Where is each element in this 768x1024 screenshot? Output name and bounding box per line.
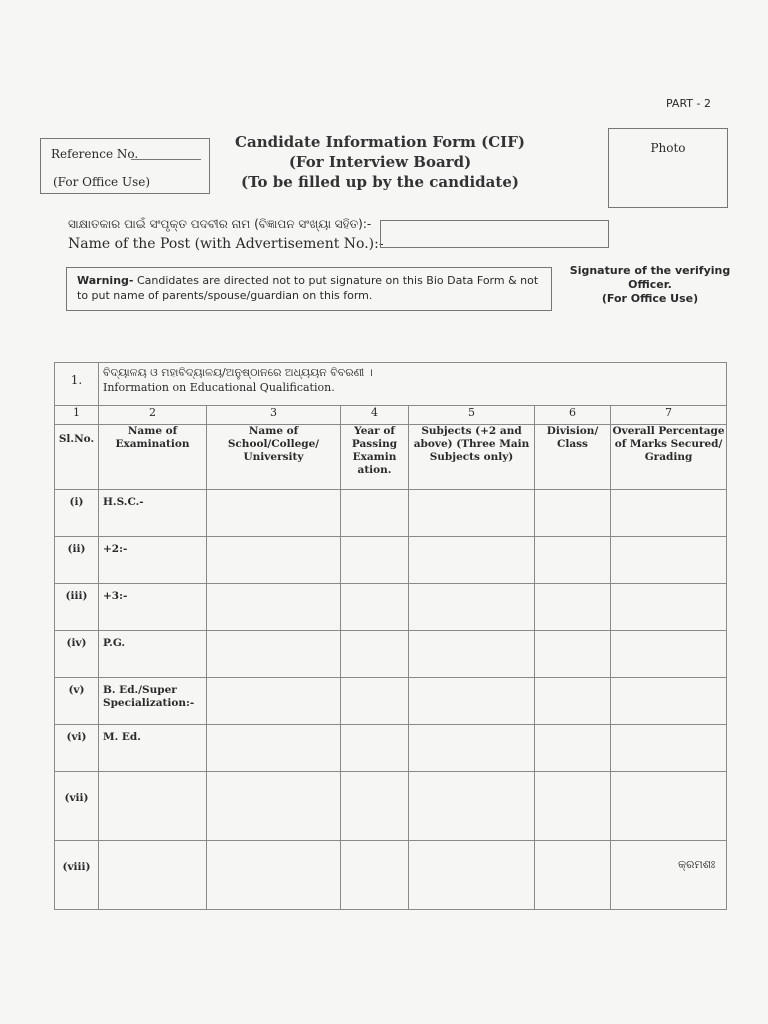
division-cell[interactable] — [535, 584, 611, 631]
school-cell[interactable] — [207, 584, 341, 631]
row-serial: (iii) — [55, 584, 99, 631]
column-header: Division/ Class — [535, 425, 611, 490]
subjects-cell[interactable] — [409, 537, 535, 584]
year-cell[interactable] — [341, 631, 409, 678]
continued-mark: କ୍ରମଶଃ — [678, 858, 716, 871]
section-heading-odia: ବିଦ୍ୟାଳୟ ଓ ମହାବିଦ୍ୟାଳୟ/ଅନୁଷ୍ଠାନରେ ଅଧ୍ୟୟନ ବିବରଣୀ । — [103, 366, 373, 379]
column-header: Year of Passing Examin ation. — [341, 425, 409, 490]
subjects-cell[interactable] — [409, 631, 535, 678]
part-label: PART - 2 — [666, 97, 711, 110]
percentage-cell[interactable] — [611, 841, 727, 910]
row-exam[interactable] — [99, 772, 207, 841]
photo-box[interactable] — [608, 128, 728, 208]
post-label-odia: ସାକ୍ଷାତକାର ପାଇଁ ସଂପୃକ୍ତ ପଦବୀର ନାମ (ବିଜ୍ଞାପନ ସଂଖ୍ୟା ସହିତ):- — [68, 217, 372, 231]
title-line1: Candidate Information Form (CIF) — [235, 133, 525, 151]
education-table — [54, 362, 727, 910]
year-cell[interactable] — [341, 584, 409, 631]
verify-line3: (For Office Use) — [601, 292, 699, 305]
table-row — [55, 584, 727, 631]
verifying-officer-signature — [566, 264, 734, 306]
table-row — [55, 537, 727, 584]
subjects-cell[interactable] — [409, 584, 535, 631]
form-title — [215, 132, 545, 192]
column-header: Name of Examination — [99, 425, 207, 490]
table-row — [55, 841, 727, 910]
reference-label: Reference No. — [51, 147, 139, 161]
title-line3: (To be filled up by the candidate) — [241, 173, 519, 191]
school-cell[interactable] — [207, 678, 341, 725]
col-number: 6 — [535, 406, 611, 425]
title-line2: (For Interview Board) — [288, 153, 472, 171]
table-row — [55, 631, 727, 678]
warning-box — [66, 267, 552, 311]
reference-box — [40, 138, 210, 194]
post-name-field[interactable] — [380, 220, 609, 248]
percentage-cell[interactable] — [611, 537, 727, 584]
table-row — [55, 772, 727, 841]
subjects-cell[interactable] — [409, 772, 535, 841]
reference-line — [131, 159, 201, 160]
year-cell[interactable] — [341, 772, 409, 841]
row-serial: (vii) — [55, 772, 99, 841]
row-exam[interactable] — [99, 841, 207, 910]
section-heading-english: Information on Educational Qualification. — [103, 381, 335, 394]
year-cell[interactable] — [341, 725, 409, 772]
row-serial: (i) — [55, 490, 99, 537]
year-cell[interactable] — [341, 537, 409, 584]
row-exam: +3:- — [99, 584, 207, 631]
subjects-cell[interactable] — [409, 841, 535, 910]
division-cell[interactable] — [535, 725, 611, 772]
percentage-cell[interactable] — [611, 678, 727, 725]
column-header: Name of School/College/ University — [207, 425, 341, 490]
percentage-cell[interactable] — [611, 584, 727, 631]
row-exam: M. Ed. — [99, 725, 207, 772]
year-cell[interactable] — [341, 490, 409, 537]
col-number: 4 — [341, 406, 409, 425]
division-cell[interactable] — [535, 772, 611, 841]
verify-line2: Officer. — [628, 278, 672, 291]
division-cell[interactable] — [535, 490, 611, 537]
subjects-cell[interactable] — [409, 490, 535, 537]
col-number: 5 — [409, 406, 535, 425]
division-cell[interactable] — [535, 841, 611, 910]
school-cell[interactable] — [207, 841, 341, 910]
row-exam: P.G. — [99, 631, 207, 678]
row-serial: (viii) — [55, 841, 99, 910]
table-row — [55, 490, 727, 537]
col-number: 1 — [55, 406, 99, 425]
section-heading — [99, 363, 727, 406]
row-serial: (vi) — [55, 725, 99, 772]
row-serial: (iv) — [55, 631, 99, 678]
year-cell[interactable] — [341, 841, 409, 910]
warning-title: Warning- — [77, 274, 134, 287]
row-serial: (v) — [55, 678, 99, 725]
table-row — [55, 678, 727, 725]
school-cell[interactable] — [207, 537, 341, 584]
column-header: Subjects (+2 and above) (Three Main Subjects only) — [409, 425, 535, 490]
col-number: 2 — [99, 406, 207, 425]
row-exam: B. Ed./Super Specialization:- — [99, 678, 207, 725]
column-header: Sl.No. — [55, 425, 99, 490]
photo-label: Photo — [650, 141, 686, 155]
division-cell[interactable] — [535, 631, 611, 678]
warning-text: Candidates are directed not to put signature on this Bio Data Form & not to put name of parents/spouse/guardian on this form. — [77, 274, 539, 302]
row-exam: +2:- — [99, 537, 207, 584]
row-serial: (ii) — [55, 537, 99, 584]
post-label: Name of the Post (with Advertisement No.):- — [68, 236, 384, 252]
section-number: 1. — [55, 363, 99, 406]
division-cell[interactable] — [535, 537, 611, 584]
school-cell[interactable] — [207, 631, 341, 678]
percentage-cell[interactable] — [611, 725, 727, 772]
verify-line1: Signature of the verifying — [569, 264, 731, 277]
reference-office-use: (For Office Use) — [53, 175, 151, 189]
school-cell[interactable] — [207, 725, 341, 772]
col-number: 3 — [207, 406, 341, 425]
school-cell[interactable] — [207, 490, 341, 537]
subjects-cell[interactable] — [409, 725, 535, 772]
col-number: 7 — [611, 406, 727, 425]
percentage-cell[interactable] — [611, 490, 727, 537]
row-exam: H.S.C.- — [99, 490, 207, 537]
division-cell[interactable] — [535, 678, 611, 725]
year-cell[interactable] — [341, 678, 409, 725]
column-header: Overall Percentage of Marks Secured/ Grading — [611, 425, 727, 490]
percentage-cell[interactable] — [611, 631, 727, 678]
table-row — [55, 725, 727, 772]
subjects-cell[interactable] — [409, 678, 535, 725]
school-cell[interactable] — [207, 772, 341, 841]
percentage-cell[interactable] — [611, 772, 727, 841]
